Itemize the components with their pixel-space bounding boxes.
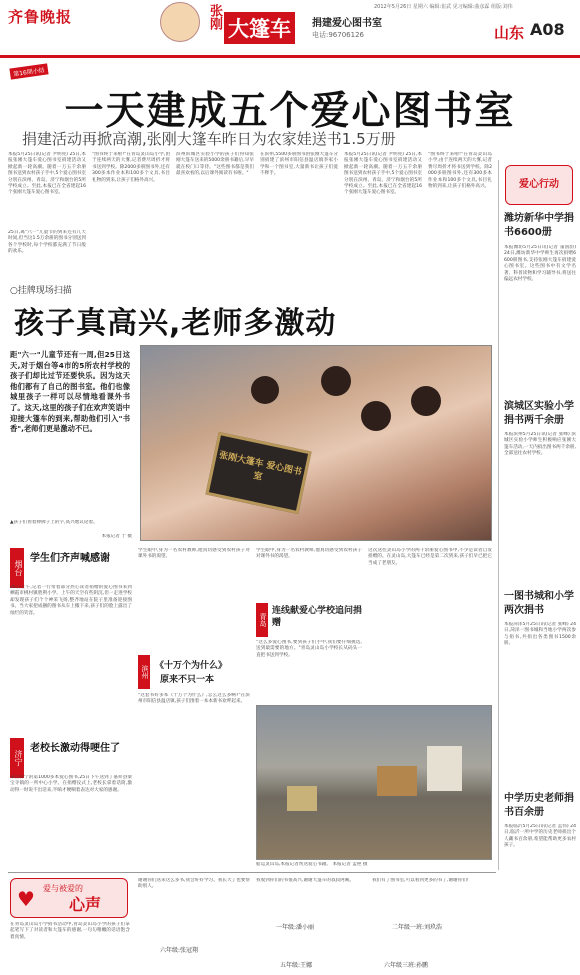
jining-title: 老校长激动得哽住了 bbox=[30, 743, 120, 754]
sidebar-title-4: 中学历史老师捐书百余册 bbox=[504, 793, 574, 818]
plaque bbox=[205, 432, 311, 514]
bottom-col-2-sign: 六年级:张冠翔 bbox=[160, 947, 199, 954]
boat-books-photo bbox=[256, 705, 492, 860]
bottom-divider bbox=[8, 872, 496, 873]
yantai-title: 学生们齐声喊感谢 bbox=[30, 553, 110, 564]
bottom-col-3b-sign: 五年级:王娜 bbox=[280, 962, 313, 969]
column-title-2: 大篷车 bbox=[224, 12, 295, 44]
sidebar-divider bbox=[498, 160, 499, 870]
bottom-col-4b-sign: 六年级三班:孙鹏 bbox=[384, 962, 429, 969]
bottom-col-3: 我收到你们的书很高兴,谢谢大篷车的叔叔阿姨。 bbox=[256, 878, 354, 883]
circle-bullet-icon: ○ bbox=[10, 286, 18, 296]
lead-col-6: 本报5月25日讯(记者 尹明亮) 25日,本报张刚大篷车爱心图书室捐建活动又掀起新一轮高潮。随着一万五千余册图书送到农村孩子手中,5个爱心图书室分别在滨州、青岛、济宁和烟台的5所学校成立。至此,本报已在全省建起16个张刚大篷车爱心图书室。 bbox=[344, 152, 422, 196]
lead-col-7: "图书终于来啦!"在青岛灵山岛小学,由于连续两天的大雾,记者费尽周折才将书送到学校。除2000多册图书外,还有300多本作业本和100多个文具,书目礼物的到来,让孩子们格外高兴。 bbox=[428, 152, 492, 190]
lead-col-1: 本报5月25日讯(记者 尹明亮) 25日,本报张刚大篷车爱心图书室捐建活动又掀起新一轮高潮。随着一万五千余册图书送到农村孩子手中,5个爱心图书室分别在滨州、青岛、济宁和烟台的5所学校成立。至此,本报已在全省建起16个张刚大篷车爱心图书室。 bbox=[8, 152, 86, 196]
jining-tag: 济宁 bbox=[10, 738, 24, 778]
sidebar-title-3: 一图书城和小学两次捐书 bbox=[504, 591, 574, 616]
column-title-1: 张刚 bbox=[207, 4, 222, 30]
mid-body-3: 学生眼中,身为一名农村教师,他真切感受到农村孩子对课外书的渴望。 bbox=[256, 548, 362, 560]
qingdao-tag: 青岛 bbox=[256, 603, 268, 637]
photo2-credit: 本报记者 孟艳 摄 bbox=[332, 862, 368, 867]
photo1-credit: 本报记者 于 摄 bbox=[101, 534, 132, 539]
photo2-caption-text: 船运灵山岛,本报记者帮送爱心书籍。 bbox=[256, 862, 331, 867]
bottom-col-4-sign: 二年级一班:刘玖浩 bbox=[392, 924, 443, 931]
book-box bbox=[377, 766, 417, 796]
yantai-tag: 烟台 bbox=[10, 548, 24, 588]
sidebar-body-2: 本报滨州5月25日讯(记者 张峰) 滨城区实验小学师生积极响应张刚大篷车活动,一天内捐出图书两千余册,全部送往农村学校。 bbox=[504, 432, 576, 457]
newspaper-logo: 齐鲁晚报 bbox=[8, 10, 73, 26]
cartoon-mascot-icon bbox=[160, 2, 200, 42]
bottom-col-2: 谢谢你们送来这么多书,我会好好学习。我长大了也要帮助别人。 bbox=[138, 878, 250, 890]
page-number: A08 bbox=[530, 20, 565, 39]
mid-body-1: 学生眼中,身为一名农村教师,他真切感受到农村孩子对课外书的渴望。 bbox=[138, 548, 250, 560]
sidebar-title-2: 滨城区实验小学捐书两千余册 bbox=[504, 401, 574, 426]
hotline: 电话:96706126 bbox=[312, 31, 364, 39]
sidebar-badge: 爱心行动 bbox=[505, 165, 573, 205]
qingdao-title: 连线献爱心学校追问捐赠 bbox=[272, 606, 363, 628]
lead-col-5: 在滨州,5500多册图书由张刚大篷车分别捐建了滨州市阳信县温店镇李家小学和一个图书室,大量新书让孩子们爱不释手。 bbox=[260, 152, 338, 177]
main-headline: 一天建成五个爱心图书室 bbox=[64, 89, 516, 134]
mid-body-2: "这套书好多本《十万个为什么》,怎么这么多啊?"在滨州市阳信县温店镇,孩子们围着一本本新书欢呼起来。 bbox=[138, 693, 250, 705]
child-head bbox=[361, 401, 391, 431]
section-name: 山东 bbox=[494, 24, 525, 42]
kicker bbox=[10, 283, 72, 296]
sidebar-body-3: 本报菏泽5月25日讯(记者 张峰) 24日,菏泽一图书城和当地小学两次参与捐书,共捐出各类图书1500余册。 bbox=[504, 622, 576, 647]
lead-col-4: 滨州滨城区实验小学的孩子们得知张刚大篷车送来的5000余册书籍后,早早就在校门口等待。"这些图书都是我们最喜欢看的,以后课外阅读有书啦。" bbox=[176, 152, 254, 177]
bottom-col-1: 在青岛灵山岛小学捐书活动中,青岛灵山岛小学的孩子们拿起笔写下了对读者和大篷车的感谢,一句句稚嫩的话语饱含着真情。 bbox=[10, 922, 130, 940]
book-box bbox=[287, 786, 317, 811]
qingdao-body: "这么多爱心图书,要到孩子们手中,我们要仔细挑选,送到最需要的地方。"青岛灵山岛小学校长从码头一直把书送到学校。 bbox=[256, 640, 362, 658]
child-head bbox=[251, 376, 279, 404]
sidebar-body-1: 本报潍坊5月25日讯(记者 董国韵) 24日,潍坊新华中学师生再次捐赠6600册图书,支持张刚大篷车捐建爱心图书室。这些图书中有文学名著、科普读物和学习辅导书,将送往偏远农村学校。 bbox=[504, 245, 576, 283]
bottom-logo-top: 爱与被爱的 bbox=[43, 884, 83, 893]
book-box bbox=[427, 746, 462, 791]
children-sign-photo bbox=[140, 345, 492, 541]
intro-text: 距"六一"儿童节还有一周,但25日这天,对于烟台等4市的5所农村学校的孩子们却比过节还要快乐。因为这天他们都有了自己的图书室。他们也像城里孩子一样可以尽情地看课外书了。这天,这里的孩子们在欢声笑语中迎接大篷车的到来,帮助他们引入"书香",老师们更是激动不已。 bbox=[10, 350, 130, 434]
bottom-logo bbox=[10, 878, 128, 918]
bottom-logo-main: 心声 bbox=[69, 895, 102, 914]
masthead bbox=[0, 0, 580, 58]
heart-icon: ♥ bbox=[17, 887, 35, 911]
kicker-text: 挂牌现场扫描 bbox=[17, 286, 72, 296]
banner-sub: 捐建爱心图书室 bbox=[312, 18, 382, 29]
sidebar-title-1: 潍坊新华中学捐书6600册 bbox=[504, 213, 574, 238]
binzhou-box-sub: 原来不只一本 bbox=[160, 675, 215, 685]
right-body: 这次送往灵山岛小学的两千余册爱心图书中,不少是读者自发捐赠的。在灵山岛,大篷车已经是第二次到来,孩子们早已把它当成了老朋友。 bbox=[368, 548, 492, 566]
sidebar-body-4: 本报临沂5月25日讯(记者 孟伟) 24日,临沂一所中学的历史老师捐出个人藏书百余册,希望能帮助更多农村孩子。 bbox=[504, 824, 576, 849]
binzhou-tag: 滨州 bbox=[138, 655, 150, 689]
bottom-col-3-sign: 一年级:潘小丽 bbox=[276, 924, 315, 931]
section-title: 孩子真高兴,老师多激动 bbox=[14, 306, 337, 341]
date-line: 2012年5月26日 星期六 编辑:崔武 见习编辑:曲彦霖 组版:刘伟 bbox=[374, 4, 513, 10]
photo1-caption: ▲孩子们看着捧牌子上的字,高兴地议论着。 bbox=[10, 520, 98, 525]
lead-col-2: 25日,离"六一"儿童节的到来还有几天时间,但当这1.5万余册的图书分别送到各个学校时,每个学校都充满了节日般的欢乐。 bbox=[8, 230, 86, 255]
lead-col-3: "图书终于来啦!"在青岛灵山岛小学,由于连续两天的大雾,记者费尽周折才将书送到学校。除2000多册图书外,还有300多本作业本和100多个文具,书目礼物的到来,让孩子们格外高兴。 bbox=[92, 152, 170, 183]
jining-body: 来自济宁的第1000多本爱心图书,25日下午送到了嘉祥县梁宝寺镇的一所中心小学。在捐赠仪式上,老校长拿着话筒,激动得一时说不出话来,半晌才哽咽着表达对大家的感谢。 bbox=[10, 775, 132, 793]
binzhou-box-title: 《十万个为什么》 bbox=[155, 661, 228, 671]
issue-tag: 第16期小结 bbox=[9, 63, 48, 79]
bottom-col-4: 我们有了图书室,可以看到更多的书了,谢谢你们! bbox=[372, 878, 469, 883]
child-head bbox=[411, 386, 441, 416]
plaque-text: 张刚大篷车 爱心图书室 bbox=[218, 450, 303, 483]
photo2-caption bbox=[256, 862, 492, 869]
yantai-body: 25日上午,记者一行带着部分热心读者捐赠的爱心图书来到栖霞市桃村镇胜利小学。上午的天空有些阴沉,但一走进学校却发现孩子们个个神采飞扬,整齐地站在院子里准备迎接图书。当大家把成捆的图书从车上搬下来,孩子们的脸上露出了灿烂的笑容。 bbox=[10, 585, 132, 616]
main-subtitle: 捐建活动再掀高潮,张刚大篷车昨日为农家娃送书1.5万册 bbox=[22, 130, 396, 148]
child-head bbox=[321, 366, 351, 396]
